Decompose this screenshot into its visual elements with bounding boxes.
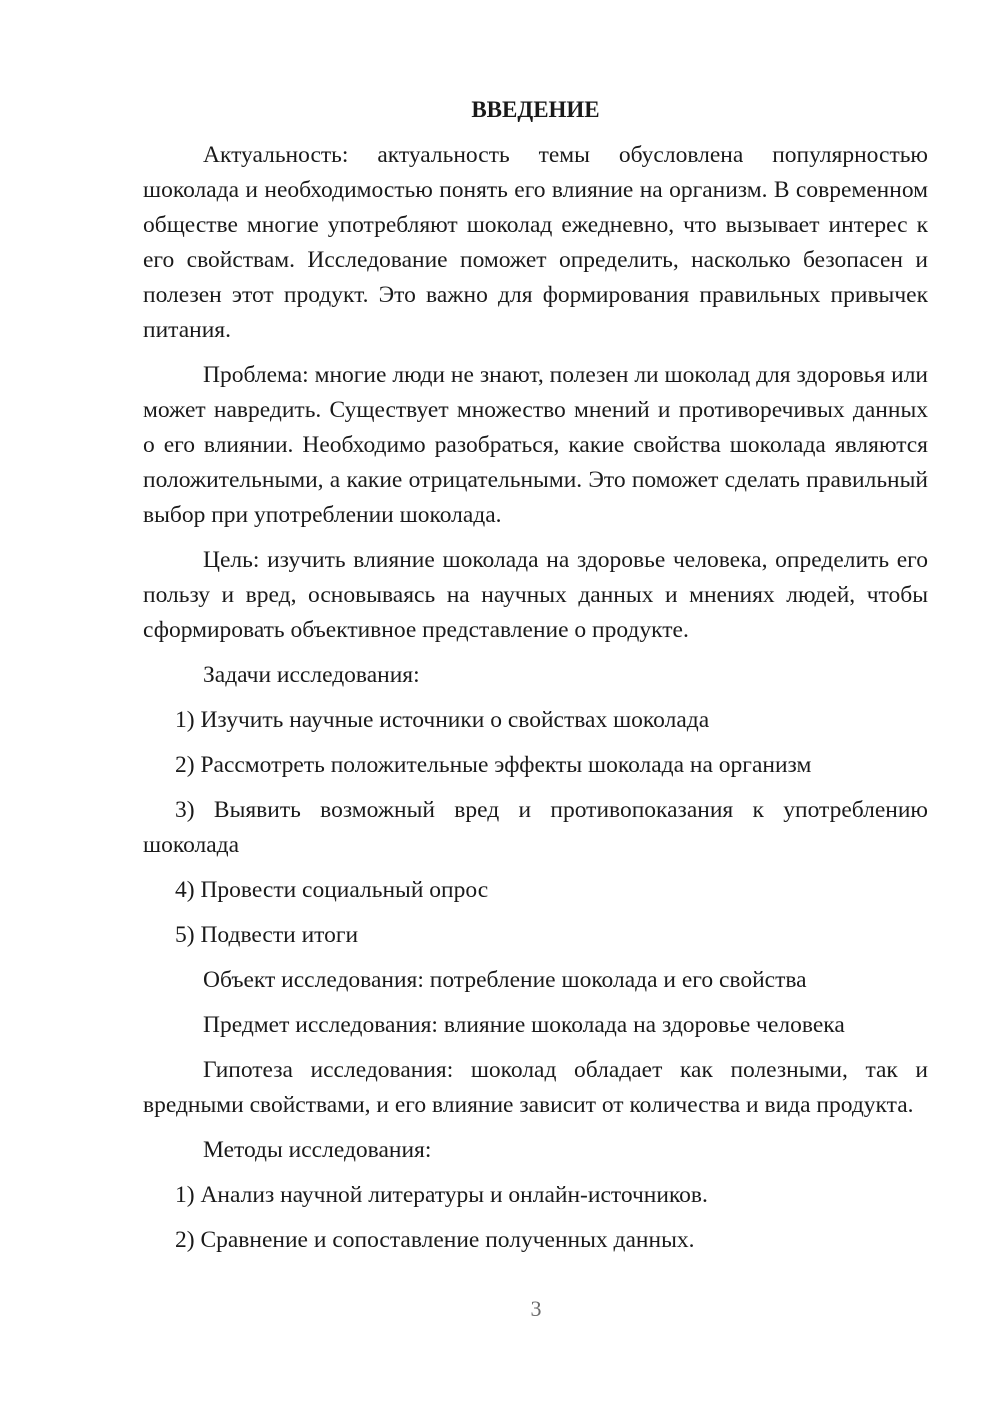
methods-heading: Методы исследования: [203,1137,432,1163]
relevance-paragraph: Актуальность: актуальность темы обусловлена популярностью шоколада и необходимостью понять его влияние на организм. В современном обществе многие употребляют шоколад ежедневно, что вызывает интерес к его свойствам. Исследование поможет определить, насколько безопасен и полезен этот продукт. Это важно для формирования правильных привычек питания. [143,142,928,343]
page-number: 3 [530,1296,542,1321]
tasks-heading: Задачи исследования: [203,662,420,688]
task-item: 2) Рассмотреть положительные эффекты шоколада на организм [175,752,812,778]
object-line: Объект исследования: потребление шоколада и его свойства [203,967,807,993]
method-item: 2) Сравнение и сопоставление полученных данных. [175,1227,695,1253]
document-page [143,92,928,1268]
task-item: 4) Провести социальный опрос [175,877,489,903]
method-item: 1) Анализ научной литературы и онлайн-источников. [175,1182,708,1208]
problem-paragraph: Проблема: многие люди не знают, полезен ли шоколад для здоровья или может навредить. Существует множество мнений и противоречивых данных о его влиянии. Необходимо разобраться, какие свойства шоколада являются положительными, а какие отрицательными. Это поможет сделать правильный выбор при употреблении шоколада. [143,362,928,528]
task-item: 1) Изучить научные источники о свойствах шоколада [175,707,710,733]
goal-paragraph: Цель: изучить влияние шоколада на здоровье человека, определить его пользу и вред, основываясь на научных данных и мнениях людей, чтобы сформировать объективное представление о продукте. [143,547,928,643]
page-title: ВВЕДЕНИЕ [471,97,600,122]
hypothesis-paragraph: Гипотеза исследования: шоколад обладает как полезными, так и вредными свойствами, и его влияние зависит от количества и вида продукта. [143,1057,928,1118]
task-item: 5) Подвести итоги [175,922,359,948]
task-item: 3) Выявить возможный вред и противопоказания к употреблению шоколада [143,797,928,858]
subject-line: Предмет исследования: влияние шоколада на здоровье человека [203,1012,845,1038]
